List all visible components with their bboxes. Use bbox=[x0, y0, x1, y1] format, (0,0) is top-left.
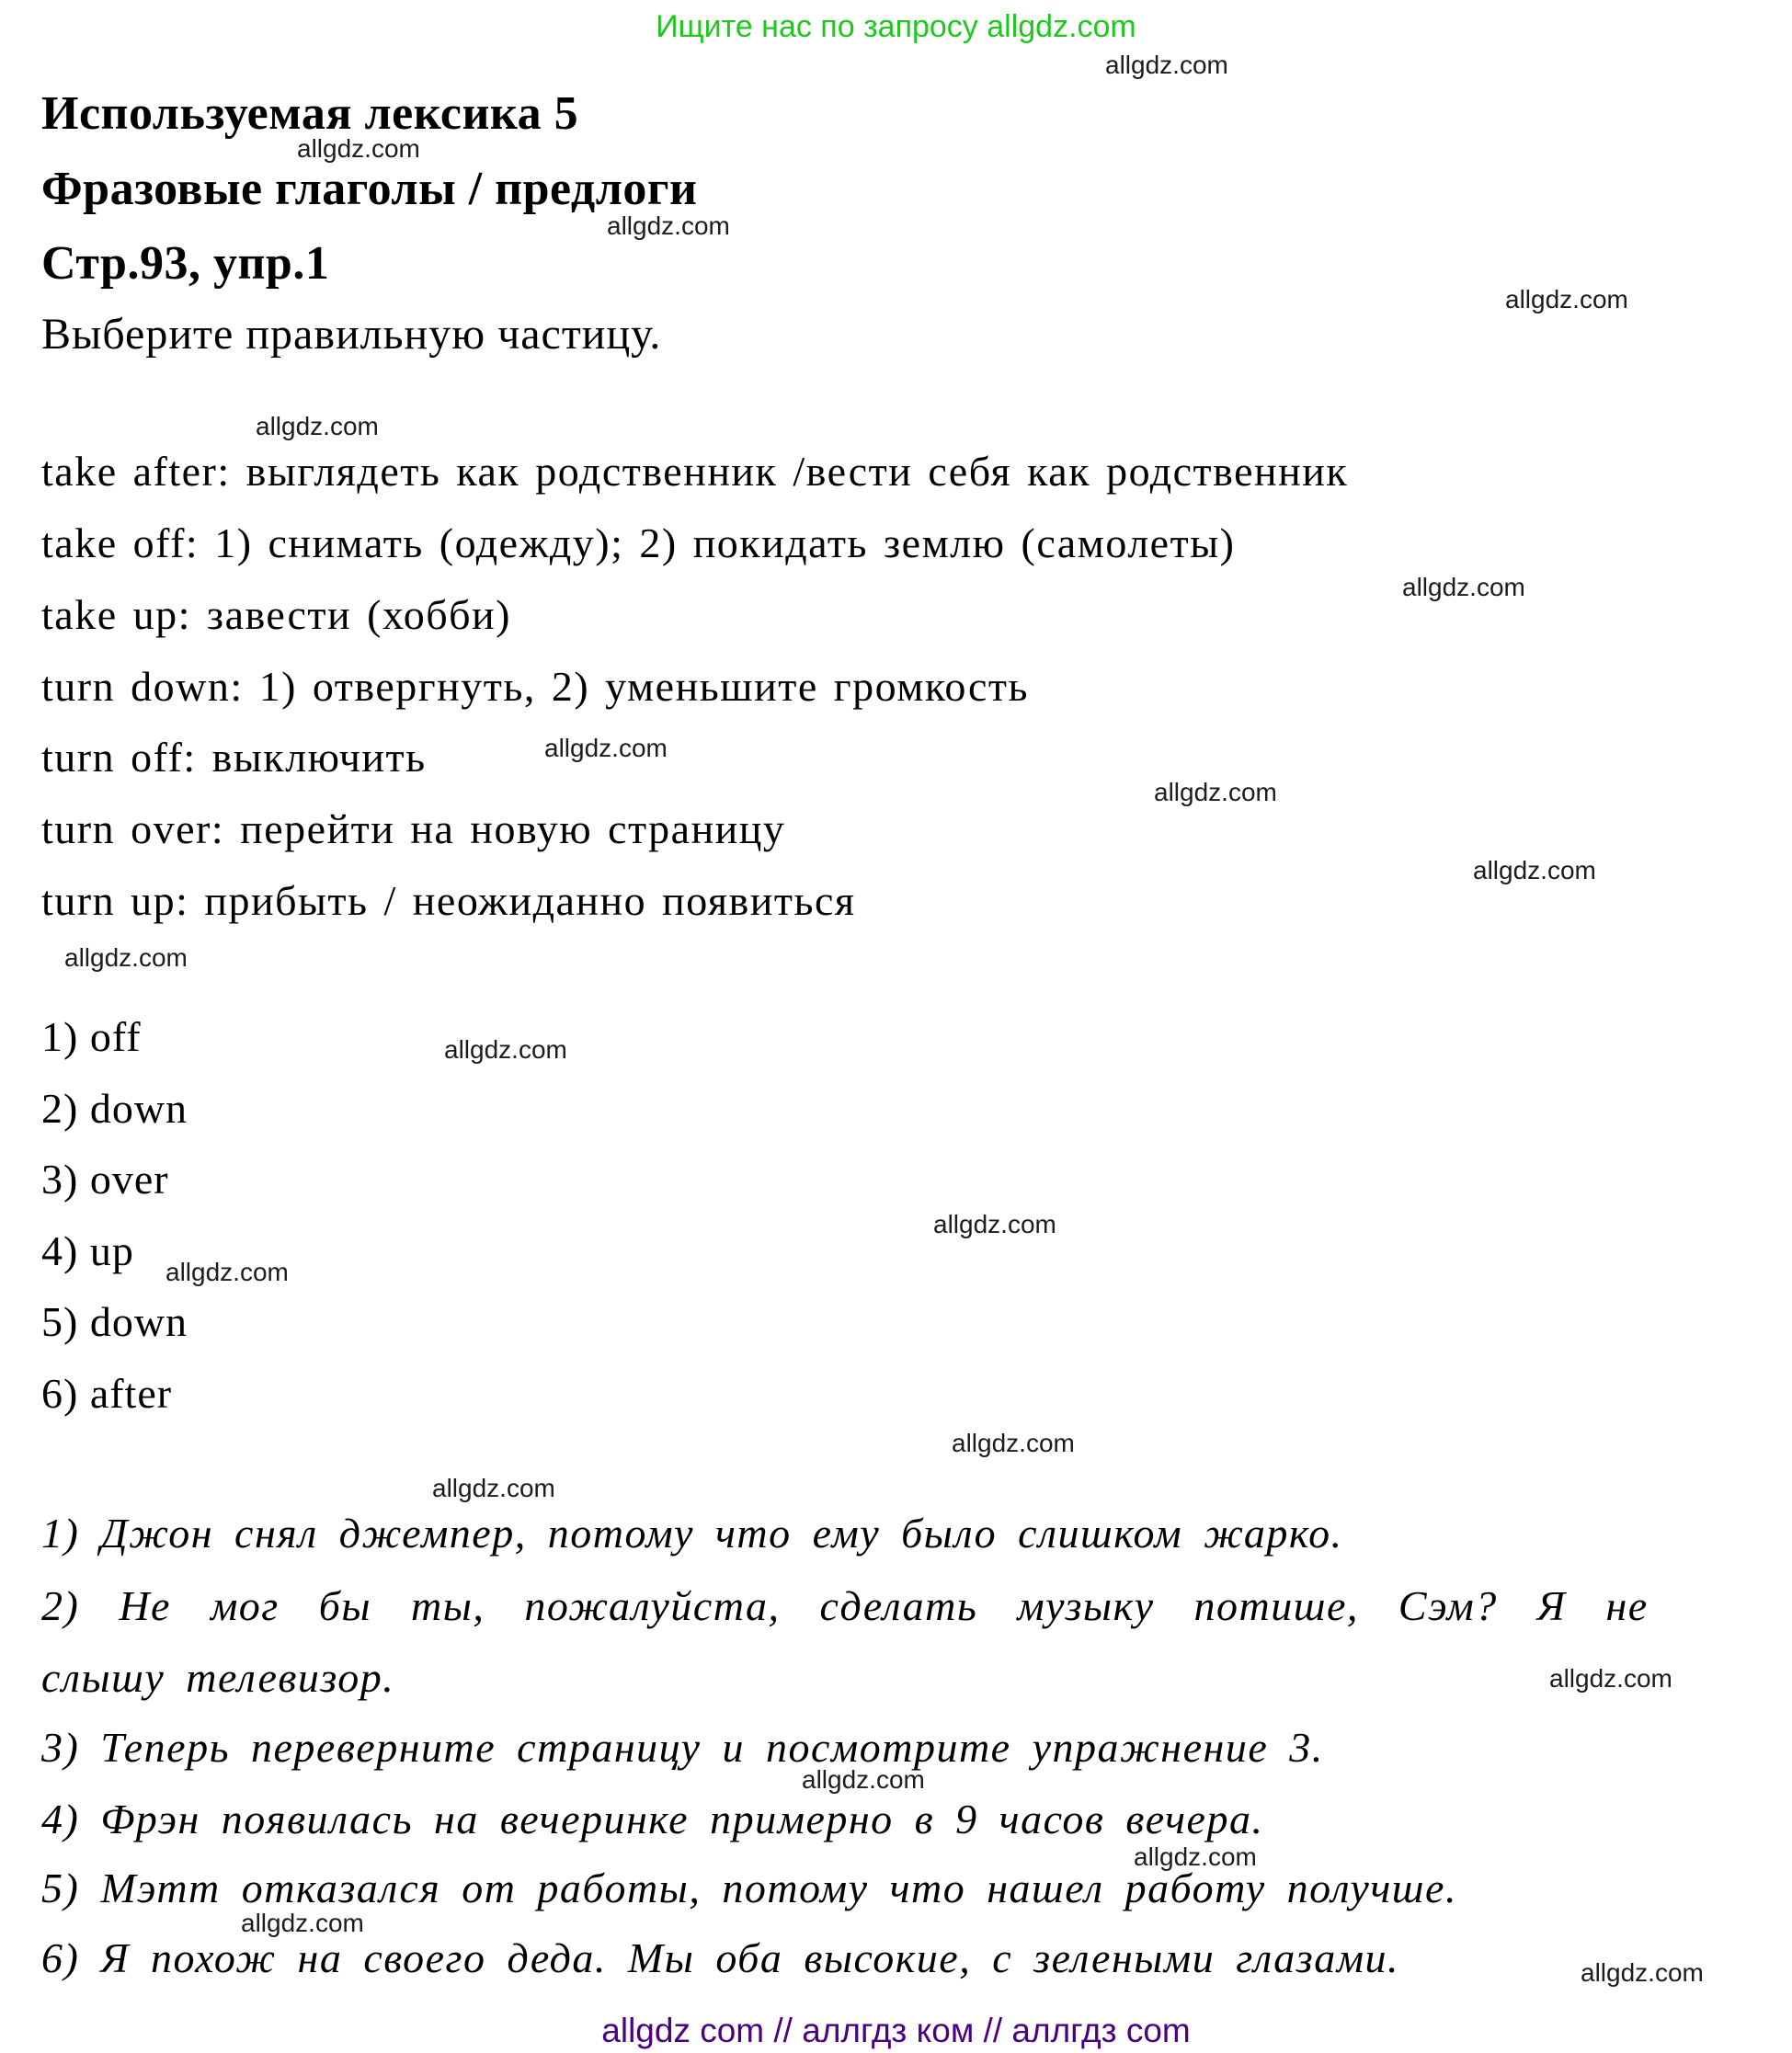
watermark: allgdz.com bbox=[297, 134, 420, 163]
watermark: allgdz.com bbox=[933, 1210, 1056, 1238]
answer-line: 5) down bbox=[41, 1298, 188, 1345]
watermark: allgdz.com bbox=[952, 1429, 1075, 1457]
watermark: allgdz.com bbox=[64, 943, 188, 972]
watermark: allgdz.com bbox=[1549, 1664, 1672, 1693]
watermark: allgdz.com bbox=[607, 211, 730, 240]
translation-line: 3) Теперь переверните страницу и посмотрите упражнение 3. bbox=[41, 1724, 1324, 1771]
watermark: allgdz.com bbox=[444, 1035, 567, 1064]
watermark: allgdz.com bbox=[256, 412, 379, 440]
page-exercise: Стр.93, упр.1 bbox=[41, 237, 330, 290]
watermark: allgdz.com bbox=[1581, 1958, 1704, 1987]
watermark: allgdz.com bbox=[166, 1258, 289, 1286]
vocab-line: take after: выглядеть как родственник /вести себя как родственник bbox=[41, 448, 1349, 495]
answer-line: 4) up bbox=[41, 1227, 134, 1274]
watermark: allgdz.com bbox=[432, 1474, 555, 1502]
watermark: allgdz.com bbox=[802, 1765, 925, 1794]
watermark: allgdz.com bbox=[1134, 1842, 1257, 1871]
watermark: allgdz.com bbox=[241, 1909, 364, 1937]
translation-line: 4) Фрэн появилась на вечеринке примерно в 9 часов вечера. bbox=[41, 1796, 1264, 1842]
watermark: allgdz.com bbox=[1402, 573, 1525, 601]
task-text: Выберите правильную частицу. bbox=[41, 310, 662, 359]
vocab-line: turn down: 1) отвергнуть, 2) уменьшите громкость bbox=[41, 663, 1029, 710]
site-banner: Ищите нас по запросу allgdz.com bbox=[656, 9, 1136, 44]
topic-title: Фразовые глаголы / предлоги bbox=[41, 163, 698, 215]
translation-line: 5) Мэтт отказался от работы, потому что нашел работу получше. bbox=[41, 1865, 1457, 1911]
watermark: allgdz.com bbox=[544, 734, 668, 762]
vocab-line: take up: завести (хобби) bbox=[41, 591, 511, 638]
translation-line: 2) Не мог бы ты, пожалуйста, сделать музыку потише, Сэм? Я не bbox=[41, 1582, 1649, 1629]
vocab-line: turn up: прибыть / неожиданно появиться bbox=[41, 877, 856, 924]
translation-line: слышу телевизор. bbox=[41, 1654, 395, 1701]
vocab-line: turn over: перейти на новую страницу bbox=[41, 805, 786, 852]
watermark: allgdz.com bbox=[1105, 51, 1228, 79]
answer-line: 6) after bbox=[41, 1370, 173, 1417]
answer-line: 2) down bbox=[41, 1085, 188, 1132]
vocab-line: take off: 1) снимать (одежду); 2) покидать землю (самолеты) bbox=[41, 519, 1236, 566]
answer-line: 3) over bbox=[41, 1156, 169, 1203]
vocab-line: turn off: выключить bbox=[41, 734, 427, 781]
translation-line: 1) Джон снял джемпер, потому что ему было слишком жарко. bbox=[41, 1510, 1343, 1557]
watermark: allgdz.com bbox=[1154, 778, 1277, 806]
watermark: allgdz.com bbox=[1473, 856, 1596, 884]
site-footer: allgdz com // аллгдз ком // аллгдз com bbox=[601, 2012, 1191, 2049]
answer-line: 1) off bbox=[41, 1013, 142, 1060]
translation-line: 6) Я похож на своего деда. Мы оба высокие, с зелеными глазами. bbox=[41, 1934, 1400, 1981]
watermark: allgdz.com bbox=[1505, 285, 1628, 314]
lesson-title: Используемая лексика 5 bbox=[41, 87, 579, 140]
